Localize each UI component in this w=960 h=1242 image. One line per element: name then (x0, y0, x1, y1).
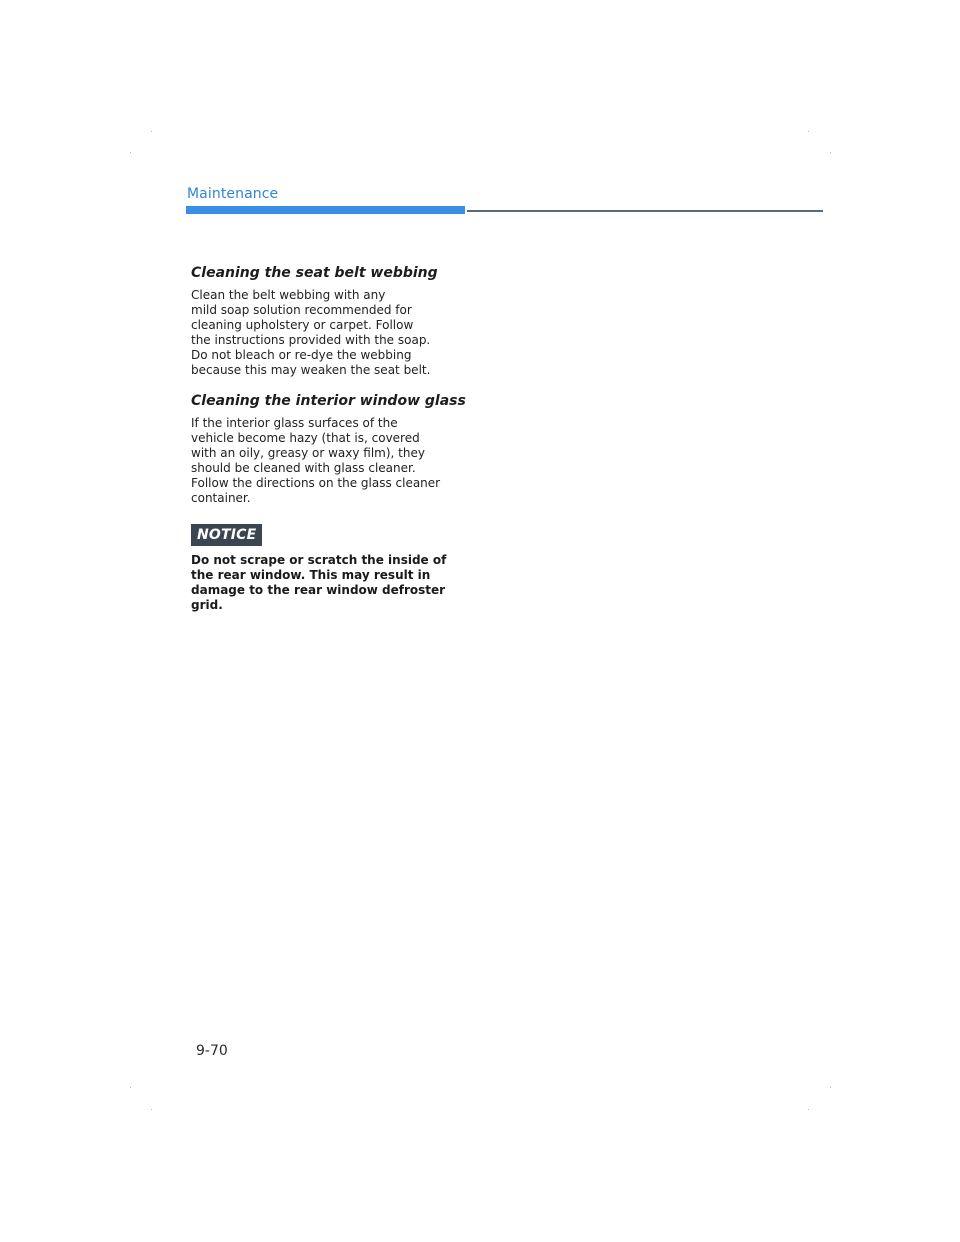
header-rule-thick (186, 206, 465, 214)
crop-mark (151, 131, 152, 132)
notice-text: Do not scrape or scratch the inside of the rear window. This may result in damage to the rear window defroster grid. (191, 553, 447, 612)
page-number: 9-70 (196, 1043, 228, 1059)
content-column (191, 264, 466, 613)
crop-mark (151, 1109, 152, 1110)
crop-mark (130, 1087, 131, 1088)
crop-mark (808, 1109, 809, 1110)
section-body-window-glass: If the interior glass surfaces of the vehicle become hazy (that is, covered with an oily, greasy or waxy film), they should be cleaned with glass cleaner. Follow the directions on the glass cleaner container. (191, 416, 441, 505)
notice-badge: NOTICE (191, 524, 262, 546)
header-rule-thin (467, 210, 823, 212)
section-heading-seat-belt: Cleaning the seat belt webbing (191, 265, 438, 281)
section-heading-window-glass: Cleaning the interior window glass (191, 393, 466, 409)
section-body-seat-belt: Clean the belt webbing with any mild soap solution recommended for cleaning upholstery or carpet. Follow the instructions provided with the soap. Do not bleach or re-dye the webbing because this may weaken the seat belt. (191, 288, 431, 377)
crop-mark (830, 1087, 831, 1088)
crop-mark (830, 152, 831, 153)
crop-mark (808, 131, 809, 132)
section-label: Maintenance (187, 186, 279, 202)
crop-mark (130, 152, 131, 153)
